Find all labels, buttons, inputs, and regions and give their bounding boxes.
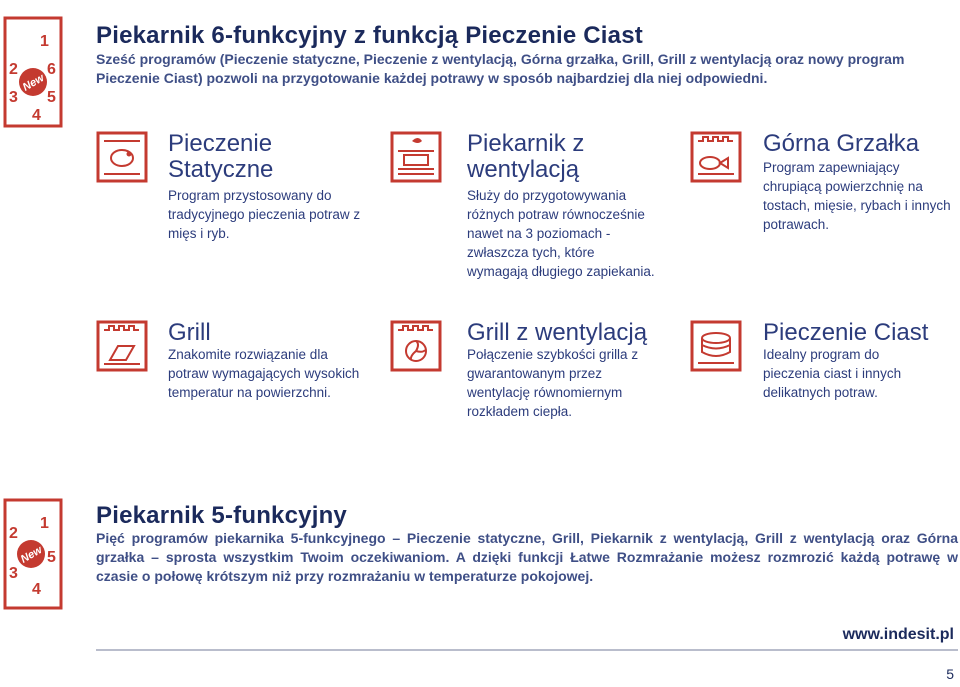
- top-heater-icon: [690, 131, 742, 183]
- logo-number: 1: [40, 515, 49, 532]
- logo-new-label: New: [18, 544, 45, 566]
- feature-desc-cake: Idealny program do pieczenia ciast i innych delikatnych potraw.: [763, 347, 902, 400]
- feature-title-fan-grill: Grill z wentylacją: [467, 319, 648, 346]
- feature-desc-fan-oven: Służy do przygotowywania różnych potraw równocześnie nawet na 3 poziomach - zwłaszcza tych, które wymagają długiego zapiekania.: [467, 188, 655, 279]
- feature-desc-top-heater: Program zapewniający chrupiącą powierzchnię na tostach, mięsie, rybach i innych potrawach.: [763, 160, 951, 232]
- feature-desc-fan-grill: Połączenie szybkości grilla z gwarantowanym przez wentylację równomiernym rozkładem ciepła.: [467, 347, 639, 419]
- logo-number: 6: [47, 61, 56, 78]
- feature-title-top-heater: Górna Grzałka: [763, 130, 920, 157]
- footer-url[interactable]: www.indesit.pl: [842, 626, 954, 643]
- feature-title-static: Pieczenie Statyczne: [168, 130, 274, 183]
- logo-number: 4: [32, 581, 41, 598]
- feature-desc-static: Program przystosowany do tradycyjnego pieczenia potraw z mięs i ryb.: [168, 188, 361, 241]
- fan-grill-icon: [390, 320, 442, 372]
- new-badge-logo-2: [3, 498, 63, 610]
- fan-oven-icon: [390, 131, 442, 183]
- logo-number: 2: [9, 61, 18, 78]
- logo-new-label: New: [20, 72, 47, 94]
- footer-divider: [96, 649, 958, 651]
- section5-title: Piekarnik 5-funkcyjny: [96, 502, 347, 529]
- page-number: 5: [946, 666, 954, 682]
- logo-number: 3: [9, 565, 18, 582]
- logo-number: 4: [32, 107, 41, 124]
- feature-title-grill: Grill: [168, 319, 211, 346]
- logo-number: 5: [47, 89, 56, 106]
- grill-icon: [96, 320, 148, 372]
- cake-baking-icon: [690, 320, 742, 372]
- logo-number: 1: [40, 33, 49, 50]
- feature-desc-grill: Znakomite rozwiązanie dla potraw wymagających wysokich temperatur na powierzchni.: [168, 347, 360, 400]
- section6-title: Piekarnik 6-funkcyjny z funkcją Pieczenie Ciast: [96, 22, 643, 49]
- section6-description: Sześć programów (Pieczenie statyczne, Pieczenie z wentylacją, Górna grzałka, Grill, Grill z wentylacją oraz nowy program Pieczenie Ciast) pozwoli na przygotowanie każdej potrawy w sposób najbardziej dla niej odpowiedni.: [96, 51, 905, 86]
- logo-number: 5: [47, 549, 56, 566]
- static-baking-icon: [96, 131, 148, 183]
- feature-title-cake: Pieczenie Ciast: [763, 319, 929, 346]
- logo-number: 2: [9, 525, 18, 542]
- logo-number: 3: [9, 89, 18, 106]
- section5-description: Pięć programów piekarnika 5-funkcyjnego – Pieczenie statyczne, Grill, Piekarnik z wentylacją, Grill z wentylacją oraz Górna grzałka – sprosta wszystkim Twoim oczekiwaniom. A dzięki funkcji Łatwe Rozmrażanie możesz rozmrozić każdą potrawę w czasie o połowę krótszym niż przy rozmrażaniu w temperaturze pokojowej.: [96, 530, 958, 584]
- feature-title-fan-oven: Piekarnik z wentylacją: [467, 130, 585, 183]
- new-badge-logo: [3, 16, 63, 128]
